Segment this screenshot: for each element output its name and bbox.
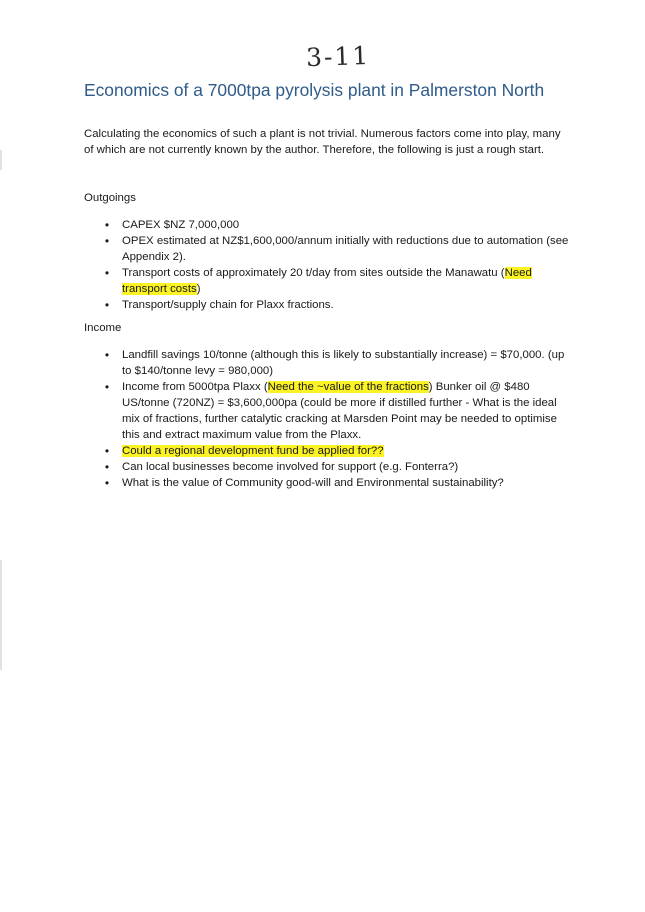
outgoings-list xyxy=(100,217,570,313)
intro-paragraph: Calculating the economics of such a plant is not trivial. Numerous factors come into play, many of which are not currently known by the author. Therefore, the following is just a rough start. xyxy=(84,128,561,156)
handwritten-page-number: 3-11 xyxy=(305,40,371,73)
list-item: • CAPEX $NZ 7,000,000 xyxy=(100,217,570,233)
scan-edge-mark xyxy=(0,150,2,170)
bullet-icon: • xyxy=(104,348,110,362)
bullet-icon: • xyxy=(104,218,110,232)
list-item: • Landfill savings 10/tonne (although this is likely to substantially increase) = $70,000. (up to $140/tonne levy = 980,000) xyxy=(100,347,570,379)
bullet-icon: • xyxy=(104,476,110,490)
list-item: • Income from 5000tpa Plaxx (Need the ~value of the fractions) Bunker oil @ $480 US/tonne (720NZ) = $3,600,000pa (could be more if distilled further - What is the ideal mix of fractions, further catalytic cracking at Marsden Point may be needed to optimise this and extract maximum value from the Plaxx. xyxy=(100,379,570,443)
list-item: • What is the value of Community good-will and Environmental sustainability? xyxy=(100,475,570,491)
income-heading: Income xyxy=(84,322,122,334)
income-list xyxy=(100,347,570,491)
list-item: • Transport costs of approximately 20 t/day from sites outside the Manawatu (Need transport costs) xyxy=(100,265,570,297)
highlighted-note: Need the ~value of the fractions xyxy=(267,381,429,393)
list-item xyxy=(100,443,570,459)
list-item: • Transport/supply chain for Plaxx fractions. xyxy=(100,297,570,313)
bullet-icon: • xyxy=(104,298,110,312)
bullet-icon: • xyxy=(104,460,110,474)
bullet-icon: • xyxy=(104,234,110,248)
bullet-icon: • xyxy=(104,444,110,458)
list-item: • Can local businesses become involved for support (e.g. Fonterra?) xyxy=(100,459,570,475)
bullet-icon: • xyxy=(104,380,110,394)
outgoings-heading: Outgoings xyxy=(84,192,136,204)
page-title: Economics of a 7000tpa pyrolysis plant in Palmerston North xyxy=(84,80,545,100)
scan-edge-mark xyxy=(0,560,2,670)
highlighted-note: Could a regional development fund be applied for?? xyxy=(122,445,384,457)
highlighted-note: Need transport costs xyxy=(122,267,532,295)
bullet-icon: • xyxy=(104,266,110,280)
list-item: • OPEX estimated at NZ$1,600,000/annum initially with reductions due to automation (see Appendix 2). xyxy=(100,233,570,265)
